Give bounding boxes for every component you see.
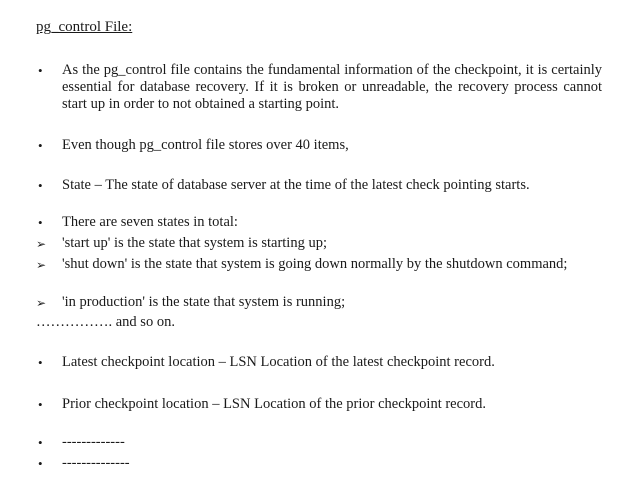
list-item: [36, 294, 602, 311]
list-item-text: There are seven states in total:: [62, 214, 238, 230]
bullet-icon: •: [38, 435, 43, 450]
list-item-text: Latest checkpoint location – LSN Location of the latest checkpoint record.: [62, 354, 495, 370]
list-item: [36, 62, 602, 113]
list-item: [36, 214, 602, 231]
list-item-text: Prior checkpoint location – LSN Location of the prior checkpoint record.: [62, 396, 486, 412]
page-title: pg_control File:: [36, 19, 133, 35]
bullet-icon: •: [38, 397, 43, 412]
bullet-icon: •: [38, 456, 43, 471]
list-item-text: 'shut down' is the state that system is going down normally by the shutdown command;: [62, 256, 568, 272]
bullet-icon: •: [38, 355, 43, 370]
bullet-icon: •: [38, 63, 43, 78]
and-so-on-text: ……………. and so on.: [36, 314, 175, 330]
list-item-text: --------------: [62, 455, 130, 471]
list-item: [36, 235, 602, 252]
list-item: [36, 137, 602, 154]
list-item-text: State – The state of database server at the time of the latest check pointing starts.: [62, 177, 530, 193]
bullet-icon: •: [38, 178, 43, 193]
bullet-icon: •: [38, 215, 43, 230]
list-item-text: 'in production' is the state that system is running;: [62, 294, 346, 310]
list-item-text: -------------: [62, 434, 125, 450]
arrow-bullet-icon: ➢: [36, 237, 47, 251]
arrow-bullet-icon: ➢: [36, 258, 47, 272]
list-item: [36, 256, 602, 273]
arrow-bullet-icon: ➢: [36, 296, 47, 310]
list-item-text: Even though pg_control file stores over 40 items,: [62, 137, 349, 153]
list-item: [36, 396, 602, 413]
list-item: [36, 434, 602, 451]
list-item: [36, 354, 602, 371]
list-item-text: As the pg_control file contains the fundamental information of the checkpoint, it is certainly essential for database recovery. If it is broken or unreadable, the recovery process cannot start up in order to not obtained a starting point.: [62, 62, 602, 112]
list-item-text: 'start up' is the state that system is starting up;: [62, 235, 327, 251]
list-item: [36, 177, 602, 194]
bullet-icon: •: [38, 138, 43, 153]
list-item: [36, 455, 602, 472]
